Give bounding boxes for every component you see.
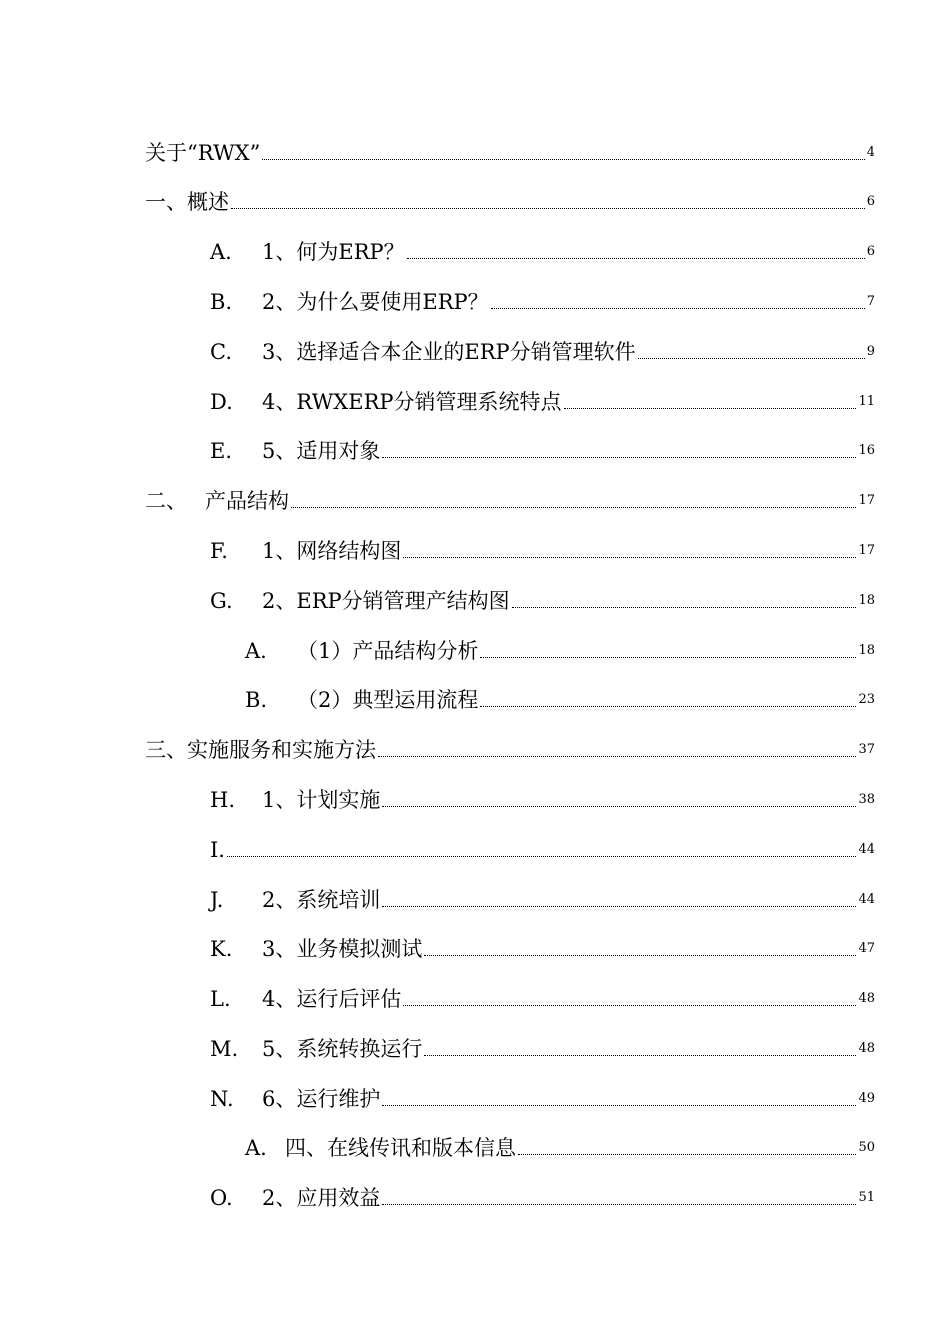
entry-marker: F. — [210, 539, 228, 563]
entry-marker: H. — [210, 788, 235, 812]
entry-text: 4、运行后评估 — [262, 987, 402, 1011]
entry-marker: I. — [210, 838, 225, 862]
toc-entry[interactable] — [245, 1133, 875, 1163]
toc-entry[interactable] — [245, 685, 875, 715]
page-number: 49 — [858, 1091, 875, 1106]
entry-text: 4、RWXERP分销管理系统特点 — [262, 390, 562, 414]
dot-leader — [382, 906, 856, 907]
dot-leader — [491, 308, 865, 309]
dot-leader — [407, 258, 865, 259]
page-number: 18 — [858, 593, 875, 608]
entry-marker: B. — [210, 290, 233, 314]
entry-text: 2、应用效益 — [262, 1186, 381, 1210]
entry-marker: A. — [245, 639, 267, 663]
entry-marker: B. — [245, 688, 268, 712]
page-number: 17 — [858, 493, 875, 508]
dot-leader — [227, 856, 856, 857]
entry-marker: E. — [210, 439, 233, 463]
dot-leader — [382, 457, 856, 458]
dot-leader — [480, 706, 856, 707]
entry-text: 6、运行维护 — [262, 1087, 381, 1111]
toc-entry[interactable] — [210, 934, 875, 964]
entry-marker: M. — [210, 1037, 239, 1061]
dot-leader — [403, 557, 856, 558]
toc-entry[interactable] — [210, 1084, 875, 1114]
entry-text: 2、ERP分销管理产结构图 — [262, 589, 510, 613]
dot-leader — [518, 1154, 856, 1155]
dot-leader — [378, 756, 856, 757]
entry-text: 2、为什么要使用ERP？ — [262, 290, 489, 314]
toc-entry[interactable] — [210, 337, 875, 367]
dot-leader — [291, 507, 856, 508]
entry-marker: O. — [210, 1186, 233, 1210]
toc-entry[interactable] — [245, 636, 875, 666]
entry-text: 一、概述 — [145, 190, 229, 214]
entry-text: 四、在线传讯和版本信息 — [285, 1136, 516, 1160]
dot-leader — [424, 1055, 856, 1056]
page-number: 37 — [858, 742, 875, 757]
entry-marker: L. — [210, 987, 231, 1011]
dot-leader — [382, 806, 856, 807]
entry-marker: D. — [210, 390, 233, 414]
toc-entry[interactable] — [145, 486, 875, 516]
entry-marker: N. — [210, 1087, 234, 1111]
page-number: 4 — [866, 145, 875, 160]
toc-entry[interactable] — [210, 436, 875, 466]
entry-text: （2）典型运用流程 — [297, 688, 479, 712]
entry-marker: K. — [210, 937, 233, 961]
entry-marker: A. — [245, 1136, 267, 1160]
toc-entry[interactable] — [210, 785, 875, 815]
entry-marker: 二、 — [145, 489, 187, 513]
entry-marker: J. — [210, 888, 224, 912]
entry-text: 2、系统培训 — [262, 888, 381, 912]
page-number: 51 — [858, 1190, 875, 1205]
toc-entry[interactable] — [210, 536, 875, 566]
page-number: 23 — [858, 692, 875, 707]
toc-entry[interactable] — [210, 287, 875, 317]
dot-leader — [480, 657, 856, 658]
dot-leader — [424, 955, 856, 956]
toc-entry[interactable] — [210, 237, 875, 267]
dot-leader — [231, 208, 865, 209]
page-number: 50 — [858, 1140, 875, 1155]
toc-entry[interactable] — [210, 586, 875, 616]
page-number: 7 — [866, 294, 875, 309]
dot-leader — [382, 1105, 856, 1106]
dot-leader — [403, 1005, 856, 1006]
entry-marker: A. — [210, 240, 232, 264]
entry-text: （1）产品结构分析 — [297, 639, 479, 663]
entry-text: 产品结构 — [205, 489, 289, 513]
toc-entry[interactable] — [210, 1034, 875, 1064]
entry-text: 3、业务模拟测试 — [262, 937, 423, 961]
page-number: 38 — [858, 792, 875, 807]
entry-text: 5、系统转换运行 — [262, 1037, 423, 1061]
page-number: 44 — [858, 892, 875, 907]
entry-text: 1、计划实施 — [262, 788, 381, 812]
entry-marker: C. — [210, 340, 232, 364]
toc-entry[interactable] — [145, 735, 875, 765]
dot-leader — [382, 1204, 856, 1205]
entry-text: 1、网络结构图 — [262, 539, 402, 563]
dot-leader — [512, 607, 857, 608]
page-number: 17 — [858, 543, 875, 558]
entry-text: 5、适用对象 — [262, 439, 381, 463]
entry-text: 3、选择适合本企业的ERP分销管理软件 — [262, 340, 636, 364]
page-number: 44 — [858, 842, 875, 857]
entry-text: 三、实施服务和实施方法 — [145, 738, 376, 762]
toc-entry[interactable] — [210, 835, 875, 865]
toc-entry[interactable] — [210, 885, 875, 915]
page-number: 18 — [858, 643, 875, 658]
page-number: 6 — [866, 244, 875, 259]
dot-leader — [638, 358, 865, 359]
page-number: 6 — [866, 194, 875, 209]
page-number: 47 — [858, 941, 875, 956]
toc-entry[interactable] — [210, 387, 875, 417]
entry-text: 1、何为ERP？ — [262, 240, 405, 264]
toc-entry[interactable] — [145, 138, 875, 168]
page-number: 48 — [858, 991, 875, 1006]
dot-leader — [262, 159, 864, 160]
toc-entry[interactable] — [210, 984, 875, 1014]
entry-marker: G. — [210, 589, 233, 613]
page-number: 9 — [866, 344, 875, 359]
dot-leader — [564, 408, 857, 409]
toc-entry[interactable] — [210, 1183, 875, 1213]
entry-text: 关于“RWX” — [145, 141, 261, 165]
toc-entry[interactable] — [145, 187, 875, 217]
page-number: 16 — [858, 443, 875, 458]
page-number: 48 — [858, 1041, 875, 1056]
page-number: 11 — [858, 394, 875, 409]
